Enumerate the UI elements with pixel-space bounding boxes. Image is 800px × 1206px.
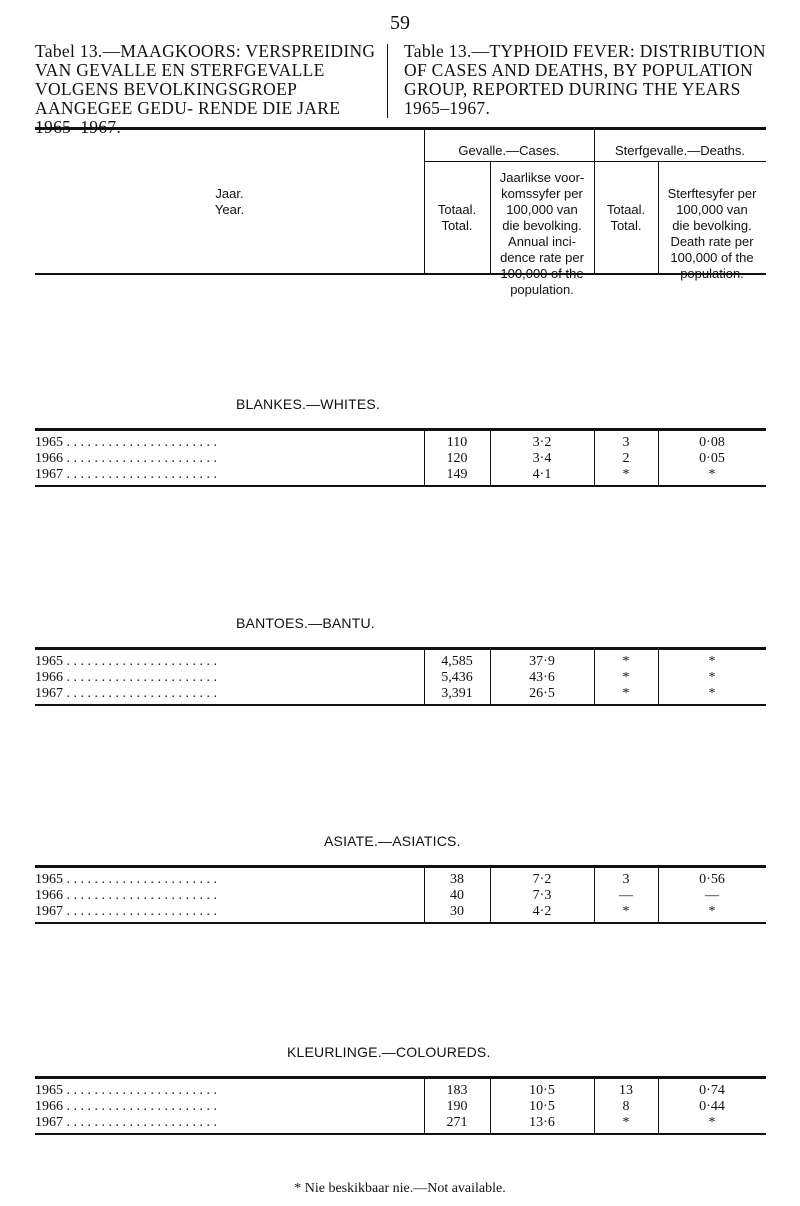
section-bottom-rule <box>35 704 766 706</box>
header-top-rule <box>35 127 766 130</box>
row-year: 1965 . . . . . . . . . . . . . . . . . . . . . . <box>35 654 217 669</box>
cell-cases-total: 30 <box>450 904 464 919</box>
cell-cases-rate: 7·3 <box>532 888 552 903</box>
cell-cases-total: 120 <box>446 451 468 466</box>
section-title: BANTOES.—BANTU. <box>236 615 375 631</box>
row-year: 1967 . . . . . . . . . . . . . . . . . . . . . . <box>35 904 217 919</box>
row-year: 1967 . . . . . . . . . . . . . . . . . . . . . . <box>35 467 217 482</box>
section-top-rule <box>35 647 766 650</box>
cell-cases-rate: 13·6 <box>529 1115 555 1130</box>
cell-deaths-rate: 0·44 <box>699 1099 725 1114</box>
cell-cases-rate: 3·4 <box>532 451 552 466</box>
cell-cases-total: 149 <box>446 467 468 482</box>
cell-cases-total: 5,436 <box>441 670 473 685</box>
page-number: 59 <box>390 12 410 34</box>
header-year: Jaar. Year. <box>214 186 245 217</box>
row-year: 1965 . . . . . . . . . . . . . . . . . . . . . . <box>35 435 217 450</box>
section-bottom-rule <box>35 922 766 924</box>
row-year: 1965 . . . . . . . . . . . . . . . . . . . . . . <box>35 872 217 887</box>
cell-cases-total: 183 <box>446 1083 468 1098</box>
section-top-rule <box>35 428 766 431</box>
cell-cases-total: 110 <box>446 435 468 450</box>
cell-deaths-rate: * <box>708 467 716 482</box>
section-top-rule <box>35 865 766 868</box>
cell-deaths-rate: * <box>708 1115 716 1130</box>
title-afrikaans: Tabel 13.—MAAGKOORS: VERSPREIDING VAN GEVALLE EN STERFGEVALLE VOLGENS BEVOLKINGSGROEP AANGEGEE GEDU- RENDE DIE JARE <box>35 41 376 118</box>
cell-cases-total: 40 <box>450 888 464 903</box>
cell-cases-rate: 26·5 <box>529 686 555 701</box>
section-bottom-rule <box>35 1133 766 1135</box>
group-header-rule <box>424 161 766 162</box>
section-title: KLEURLINGE.—COLOUREDS. <box>287 1044 491 1060</box>
cell-deaths-rate: 0·74 <box>699 1083 725 1098</box>
cell-cases-total: 271 <box>446 1115 468 1130</box>
header-deaths-total: Totaal. Total. <box>606 202 646 233</box>
cell-cases-rate: 43·6 <box>529 670 555 685</box>
cell-deaths-total: — <box>619 888 633 903</box>
header-cases-total: Totaal. Total. <box>437 202 477 233</box>
header-deaths-group: Sterfgevalle.—Deaths. <box>614 143 746 158</box>
cell-deaths-rate: * <box>708 670 716 685</box>
footnote: * Nie beskikbaar nie.—Not available. <box>294 1181 506 1196</box>
header-cases-group: Gevalle.—Cases. <box>458 143 560 158</box>
cell-deaths-total: * <box>622 654 630 669</box>
cell-cases-total: 38 <box>450 872 464 887</box>
cell-deaths-rate: 0·05 <box>699 451 725 466</box>
cell-cases-rate: 3·2 <box>532 435 552 450</box>
cell-cases-total: 4,585 <box>441 654 473 669</box>
row-year: 1966 . . . . . . . . . . . . . . . . . . . . . . <box>35 451 217 466</box>
cell-deaths-total: * <box>622 1115 630 1130</box>
header-bottom-rule <box>35 273 766 275</box>
section-title: ASIATE.—ASIATICS. <box>324 833 461 849</box>
cell-cases-rate: 10·5 <box>529 1083 555 1098</box>
row-year: 1965 . . . . . . . . . . . . . . . . . . . . . . <box>35 1083 217 1098</box>
cell-deaths-rate: * <box>708 686 716 701</box>
row-year: 1967 . . . . . . . . . . . . . . . . . . . . . . <box>35 686 217 701</box>
cell-deaths-total: * <box>622 467 630 482</box>
cell-deaths-total: 8 <box>622 1099 630 1114</box>
cell-cases-rate: 7·2 <box>532 872 552 887</box>
row-year: 1967 . . . . . . . . . . . . . . . . . . . . . . <box>35 1115 217 1130</box>
cell-deaths-total: * <box>622 904 630 919</box>
cell-deaths-total: 3 <box>622 435 630 450</box>
cell-deaths-rate: 0·56 <box>699 872 725 887</box>
cell-cases-total: 3,391 <box>441 686 473 701</box>
section-bottom-rule <box>35 485 766 487</box>
cell-cases-rate: 4·1 <box>532 467 552 482</box>
cell-cases-rate: 4·2 <box>532 904 552 919</box>
cell-deaths-rate: — <box>705 888 719 903</box>
title-divider <box>387 44 388 118</box>
cell-deaths-total: 2 <box>622 451 630 466</box>
section-title: BLANKES.—WHITES. <box>236 396 381 412</box>
row-year: 1966 . . . . . . . . . . . . . . . . . . . . . . <box>35 888 217 903</box>
cell-deaths-rate: * <box>708 904 716 919</box>
row-year: 1966 . . . . . . . . . . . . . . . . . . . . . . <box>35 670 217 685</box>
cell-cases-rate: 10·5 <box>529 1099 555 1114</box>
cell-deaths-total: * <box>622 686 630 701</box>
header-deaths-rate: Sterftesyfer per 100,000 van die bevolking. Death rate per 100,000 of the population. <box>667 186 757 281</box>
cell-deaths-total: 3 <box>622 872 630 887</box>
cell-deaths-rate: * <box>708 654 716 669</box>
section-top-rule <box>35 1076 766 1079</box>
cell-deaths-total: 13 <box>619 1083 633 1098</box>
title-english: Table 13.—TYPHOID FEVER: DISTRIBUTION OF CASES AND DEATHS, BY POPULATION GROUP, REPORTED DURING THE YEARS 1965–1967. <box>404 41 766 118</box>
cell-deaths-rate: 0·08 <box>699 435 725 450</box>
header-cases-rate: Jaarlikse voor- komssyfer per 100,000 van die bevolking. Annual inci- dence rate per 100,000 of the population. <box>499 170 585 297</box>
cell-cases-rate: 37·9 <box>529 654 555 669</box>
cell-deaths-total: * <box>622 670 630 685</box>
cell-cases-total: 190 <box>446 1099 468 1114</box>
row-year: 1966 . . . . . . . . . . . . . . . . . . . . . . <box>35 1099 217 1114</box>
